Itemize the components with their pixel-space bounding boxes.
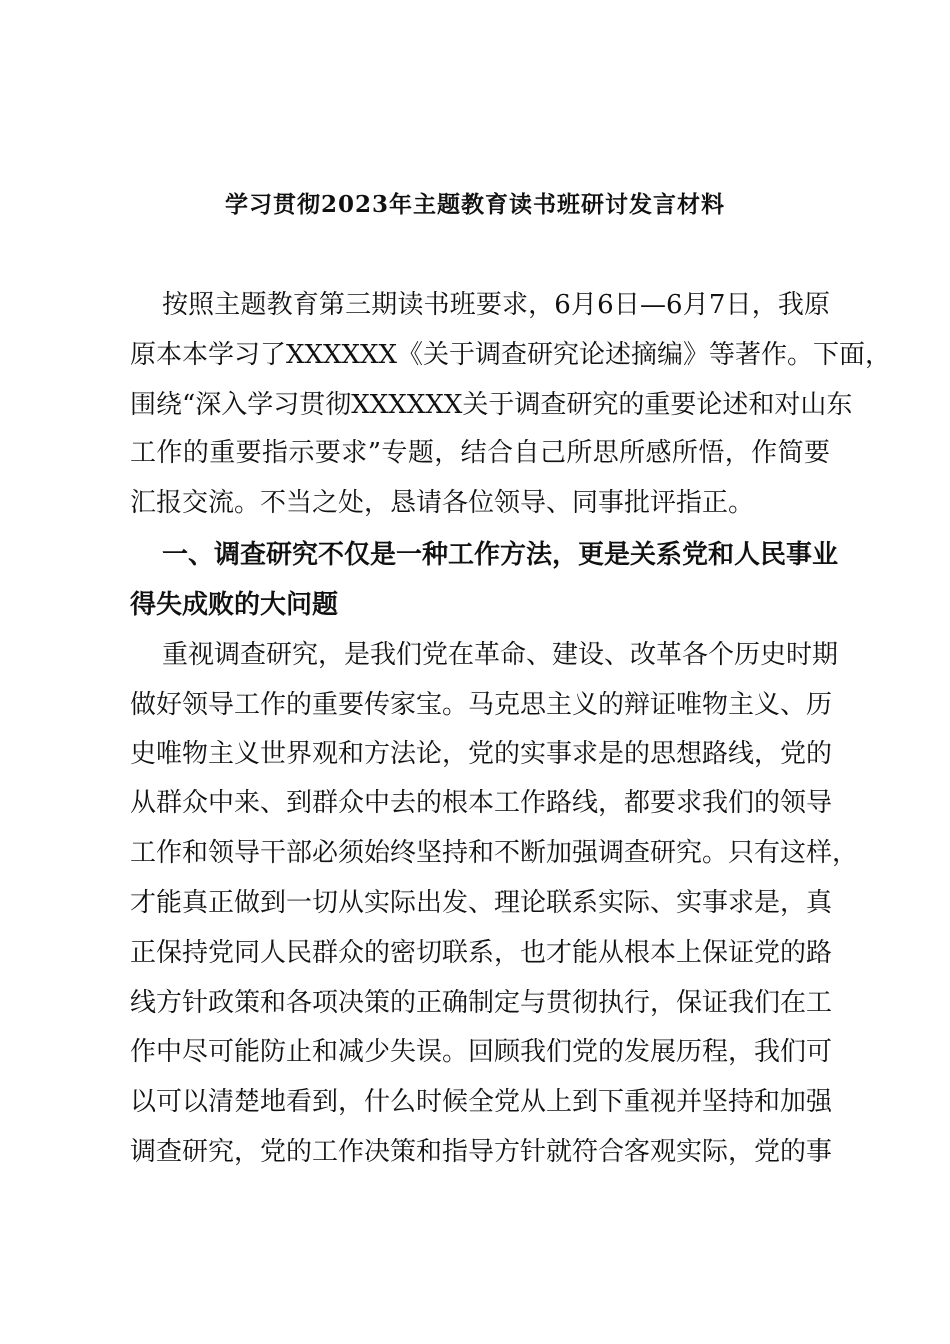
paragraph-1-line: 围绕“深入学习贯彻XXXXXX关于调查研究的重要论述和对山东 <box>130 390 853 420</box>
paragraph-2-line: 重视调查研究，是我们党在革命、建设、改革各个历史时期 <box>162 640 839 670</box>
paragraph-2-line: 才能真正做到一切从实际出发、理论联系实际、实事求是，真 <box>130 888 833 918</box>
paragraph-2-line: 线方针政策和各项决策的正确制定与贯彻执行，保证我们在工 <box>130 988 833 1018</box>
paragraph-2-line: 正保持党同人民群众的密切联系，也才能从根本上保证党的路 <box>130 938 833 968</box>
section-heading-line: 一、调查研究不仅是一种工作方法，更是关系党和人民事业 <box>162 540 839 570</box>
section-heading-line: 得失成败的大问题 <box>130 590 339 620</box>
paragraph-1-line: 原本本学习了XXXXXX《关于调查研究论述摘编》等著作。下面， <box>130 340 892 370</box>
paragraph-1-line: 按照主题教育第三期读书班要求，6月6日—6月7日，我原 <box>162 290 830 320</box>
paragraph-2-line: 以可以清楚地看到，什么时候全党从上到下重视并坚持和加强 <box>130 1087 833 1117</box>
paragraph-2-line: 做好领导工作的重要传家宝。马克思主义的辩证唯物主义、历 <box>130 690 833 720</box>
paragraph-1-line: 汇报交流。不当之处，恳请各位领导、同事批评指正。 <box>130 488 755 518</box>
paragraph-2-line: 工作和领导干部必须始终坚持和不断加强调查研究。只有这样， <box>130 838 859 868</box>
paragraph-2-line: 调查研究，党的工作决策和指导方针就符合客观实际，党的事 <box>130 1137 833 1167</box>
paragraph-1-line: 工作的重要指示要求”专题，结合自己所思所感所悟，作简要 <box>130 438 830 468</box>
document-title: 学习贯彻2023年主题教育读书班研讨发言材料 <box>224 191 725 218</box>
paragraph-2-line: 从群众中来、到群众中去的根本工作路线，都要求我们的领导 <box>130 788 833 818</box>
paragraph-2-line: 史唯物主义世界观和方法论，党的实事求是的思想路线，党的 <box>130 739 833 769</box>
paragraph-2-line: 作中尽可能防止和减少失误。回顾我们党的发展历程，我们可 <box>130 1037 833 1067</box>
